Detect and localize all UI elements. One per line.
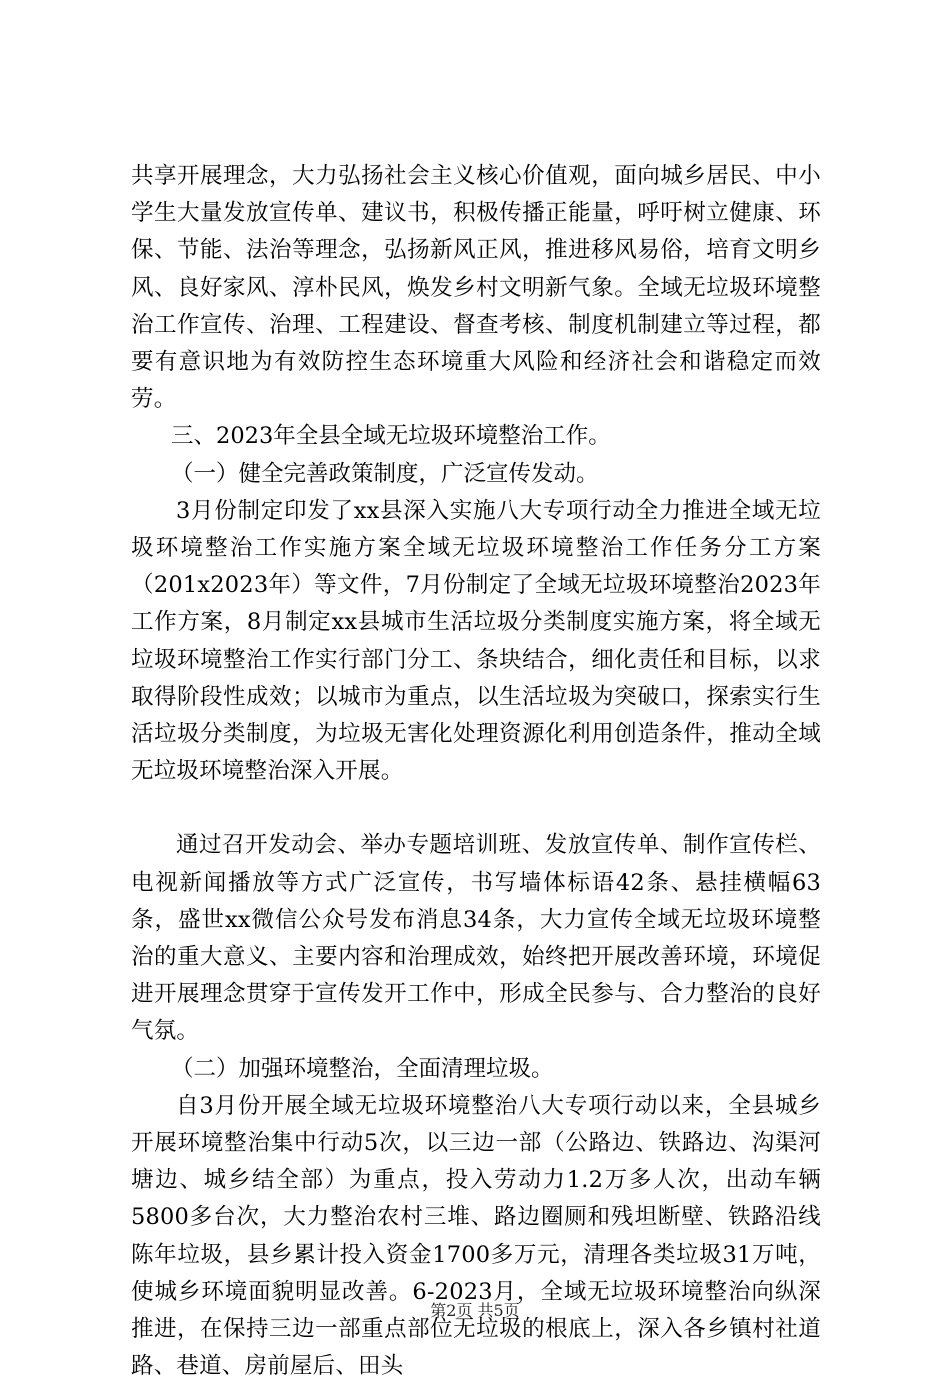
paragraph-cleanup: 自3月份开展全域无垃圾环境整治八大专项行动以来，全县城乡开展环境整治集中行动5次，以三边一部（公路边、铁路边、沟渠河塘边、城乡结全部）为重点，投入劳动力1.2万多人次，出动车辆5800多台次，大力整治农村三堆、路边圈厕和残坦断壁、铁路沿线陈年垃圾，县乡累计投入资金1700多万元，清理各类垃圾31万吨，使城乡环境面貌明显改善。6-2023月，全域无垃圾环境整治向纵深推进，在保持三边一部重点部位无垃圾的根底上，深入各乡镇村社道路、巷道、房前屋后、田头 [131,1092,821,1380]
paragraph-publicity: 通过召开发动会、举办专题培训班、发放宣传单、制作宣传栏、电视新闻播放等方式广泛宣传，书写墙体标语42条、悬挂横幅63条，盛世xx微信公众号发布消息34条，大力宣传全域无垃圾环境整治的重大意义、主要内容和治理成效，始终把开展改善环境，环境促进开展理念贯穿于宣传发开工作中，形成全民参与、合力整治的良好气氛。 [131,832,821,1045]
subsection-heading-2: （二）加强环境整治，全面清理垃圾。 [171,1055,554,1082]
subsection-heading-1: （一）健全完善政策制度，广泛宣传发动。 [171,460,599,487]
document-body [131,158,821,1386]
paragraph-gap [131,790,821,827]
page-number-footer: 第2页 共5页 [430,1301,520,1320]
section-heading-3: 三、2023年全县全域无垃圾环境整治工作。 [171,423,611,450]
paragraph-continuation: 共享开展理念，大力弘扬社会主义核心价值观，面向城乡居民、中小学生大量发放宣传单、建议书，积极传播正能量，呼吁树立健康、环保、节能、法治等理念，弘扬新风正风，推进移风易俗，培育文明乡风、良好家风、淳朴民风，焕发乡村文明新气象。全域无垃圾环境整治工作宣传、治理、工程建设、督查考核、制度机制建立等过程，都要有意识地为有效防控生态环境重大风险和经济社会和谐稳定而效劳。 [131,163,821,413]
paragraph-policy: 3月份制定印发了xx县深入实施八大专项行动全力推进全域无垃圾环境整治工作实施方案全域无垃圾环境整治工作任务分工方案（201x2023年）等文件，7月份制定了全域无垃圾环境整治2023年工作方案，8月制定xx县城市生活垃圾分类制度实施方案，将全域无垃圾环境整治工作实行部门分工、条块结合，细化责任和目标，以求取得阶段性成效；以城市为重点，以生活垃圾为突破口，探索实行生活垃圾分类制度，为垃圾无害化处理资源化利用创造条件，推动全域无垃圾环境整治深入开展。 [131,497,821,785]
